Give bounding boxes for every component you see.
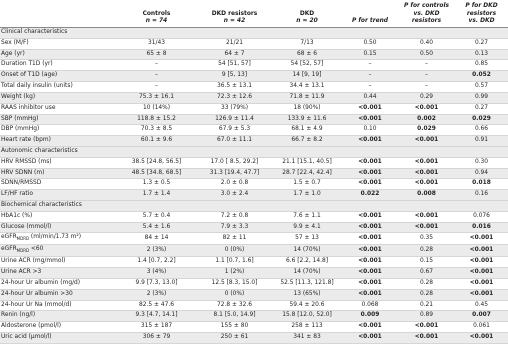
p-controls-vs-resistors: 0.50 [398,49,455,60]
row-label [0,136,116,147]
p-trend: 0.022 [342,190,398,201]
controls-value: 9.9 [7.3, 13.0] [116,279,197,290]
row-label-text: Heart rate (bpm) [1,137,51,144]
controls-value: 2 (3%) [116,245,197,257]
table-row [0,92,508,103]
row-label-text: HbA1c (%) [1,212,33,219]
p-resistors-vs-dkd: 0.016 [455,222,508,233]
p-resistors-vs-dkd: 0.99 [455,92,508,103]
p-controls-vs-resistors: 0.21 [398,300,455,311]
row-label-text: HRV SDNN (m) [1,169,45,176]
row-label-subscript: MDRD [16,236,30,242]
dkd-resistors-value: 126.9 ± 11.4 [197,114,272,125]
dkd-value: 68 ± 6 [272,49,342,60]
section-header-row [0,28,508,39]
table-row [0,222,508,233]
controls-value: 60.1 ± 9.6 [116,136,197,147]
dkd-resistors-value: 155 ± 80 [197,322,272,333]
controls-value: – [116,82,197,93]
table-row [0,333,508,344]
p-resistors-vs-dkd: 0.061 [455,322,508,333]
dkd-value: 14 [9, 19] [272,71,342,82]
table-row [0,60,508,71]
dkd-resistors-value: 21/21 [197,38,272,49]
table-row [0,300,508,311]
row-label-text: Urine ACR (mg/mmol) [1,258,66,265]
section-label: Autonomic characteristics [0,146,508,157]
p-controls-vs-resistors: <0.001 [398,103,455,114]
row-label [0,38,116,49]
table-body [0,28,508,344]
controls-value: 3 (4%) [116,268,197,279]
table-row [0,190,508,201]
p-controls-vs-resistors: 0.89 [398,311,455,322]
row-label-text: Weight (kg) [1,93,36,100]
row-label-text: SDNN/RMSSD [1,180,42,187]
row-label [0,114,116,125]
dkd-resistors-value: 36.5 ± 13.1 [197,82,272,93]
controls-value: 2 (3%) [116,289,197,300]
header-label-col [0,0,116,28]
table-row [0,82,508,93]
controls-value: 48.5 [34.8, 68.5] [116,168,197,179]
p-trend: 0.50 [342,38,398,49]
table-row [0,179,508,190]
p-resistors-vs-dkd: <0.001 [455,233,508,245]
dkd-resistors-value: 82 ± 11 [197,233,272,245]
section-header-row [0,201,508,212]
p-resistors-vs-dkd: 0.052 [455,71,508,82]
p-resistors-vs-dkd: 0.30 [455,157,508,168]
p-trend: <0.001 [342,211,398,222]
controls-value: 1.3 ± 0.5 [116,179,197,190]
p-controls-vs-resistors: <0.001 [398,222,455,233]
row-label-text: Aldosterone (pmol/l) [1,323,62,330]
p-resistors-vs-dkd: 0.007 [455,311,508,322]
row-label-text: Onset of T1D (age) [1,72,58,79]
row-label-text: LF/HF ratio [1,191,33,198]
p-controls-vs-resistors: – [398,82,455,93]
table-row [0,257,508,268]
row-label [0,289,116,300]
header-dkd-resistors: DKD resistors n = 42 [197,0,272,28]
dkd-resistors-value: 33 (79%) [197,103,272,114]
dkd-resistors-value: 67.9 ± 5.3 [197,125,272,136]
dkd-value: 66.7 ± 8.2 [272,136,342,147]
p-controls-vs-resistors: 0.15 [398,257,455,268]
row-label [0,311,116,322]
dkd-resistors-value: 2.0 ± 0.8 [197,179,272,190]
p-resistors-vs-dkd: 0.27 [455,38,508,49]
table-row [0,289,508,300]
row-label-text: Age (yr) [1,50,25,57]
p-trend: <0.001 [342,257,398,268]
row-label [0,168,116,179]
p-resistors-vs-dkd: <0.001 [455,257,508,268]
p-resistors-vs-dkd: 0.94 [455,168,508,179]
p-controls-vs-resistors: <0.001 [398,333,455,344]
row-label [0,190,116,201]
table-row [0,136,508,147]
row-label [0,300,116,311]
p-trend: 0.15 [342,49,398,60]
section-label: Biochemical characteristics [0,201,508,212]
p-controls-vs-resistors: – [398,71,455,82]
row-label-text: 24-hour Ur albumin >30 [1,290,73,297]
controls-value: 118.8 ± 15.2 [116,114,197,125]
dkd-value: 1.7 ± 1.0 [272,190,342,201]
table-row [0,322,508,333]
p-controls-vs-resistors: 0.002 [398,114,455,125]
p-resistors-vs-dkd: 0.85 [455,60,508,71]
row-label [0,245,116,257]
row-label-text: Urine ACR >3 [1,269,42,276]
p-resistors-vs-dkd: 0.57 [455,82,508,93]
dkd-resistors-value: 0 (0%) [197,289,272,300]
controls-value: 84 ± 14 [116,233,197,245]
p-trend: 0.009 [342,311,398,322]
dkd-resistors-value: 1 (2%) [197,268,272,279]
p-trend: <0.001 [342,136,398,147]
row-label-text: Sex (M/F) [1,39,29,46]
p-controls-vs-resistors: <0.001 [398,322,455,333]
row-label-text: HRV RMSSD (ms) [1,158,52,165]
p-resistors-vs-dkd: 0.27 [455,103,508,114]
p-trend: – [342,82,398,93]
p-resistors-vs-dkd: <0.001 [455,289,508,300]
dkd-value: 68.1 ± 4.9 [272,125,342,136]
p-controls-vs-resistors: 0.40 [398,38,455,49]
p-trend: <0.001 [342,279,398,290]
p-trend: <0.001 [342,222,398,233]
dkd-resistors-value: 0 (0%) [197,245,272,257]
row-label [0,92,116,103]
table-row [0,125,508,136]
p-trend: <0.001 [342,114,398,125]
dkd-value: 7/13 [272,38,342,49]
row-label [0,322,116,333]
dkd-resistors-value: 250 ± 61 [197,333,272,344]
row-label-text: eGFR [1,246,17,253]
p-controls-vs-resistors: <0.001 [398,211,455,222]
table-row [0,71,508,82]
dkd-value: 13 (65%) [272,289,342,300]
row-label-text: 24-hour Ur albumin (mg/d) [1,280,81,286]
dkd-resistors-value: 72.8 ± 32.6 [197,300,272,311]
p-resistors-vs-dkd: 0.16 [455,190,508,201]
p-controls-vs-resistors: 0.28 [398,289,455,300]
row-label [0,279,116,290]
dkd-value: 14 (70%) [272,268,342,279]
row-label [0,222,116,233]
dkd-resistors-value: 8.1 [5.0, 14.9] [197,311,272,322]
row-label [0,71,116,82]
dkd-value: 52.5 [11.3, 121.8] [272,279,342,290]
dkd-value: 1.5 ± 0.7 [272,179,342,190]
p-controls-vs-resistors: 0.35 [398,233,455,245]
dkd-resistors-value: 72.3 ± 12.6 [197,92,272,103]
p-trend: <0.001 [342,322,398,333]
header-p-resistors-vs-dkd: P for DKD resistors vs. DKD [455,0,508,28]
section-header-row [0,146,508,157]
p-trend: 0.068 [342,300,398,311]
dkd-resistors-value: 17.0 [ 8.5, 29.2] [197,157,272,168]
row-label [0,60,116,71]
row-label-text: RAAS inhibitor use [1,104,56,111]
dkd-value: 15.8 [12.0, 52.0] [272,311,342,322]
p-resistors-vs-dkd: <0.001 [455,333,508,344]
dkd-value: 71.8 ± 11.9 [272,92,342,103]
p-controls-vs-resistors: 0.008 [398,190,455,201]
p-trend: <0.001 [342,289,398,300]
dkd-value: 9.9 ± 4.1 [272,222,342,233]
p-controls-vs-resistors: <0.001 [398,136,455,147]
p-resistors-vs-dkd: 0.91 [455,136,508,147]
controls-value: 65 ± 8 [116,49,197,60]
row-label [0,82,116,93]
dkd-value: 6.6 [2.2, 14.8] [272,257,342,268]
p-resistors-vs-dkd: <0.001 [455,279,508,290]
dkd-value: 28.7 [22.4, 42.4] [272,168,342,179]
p-trend: 0.10 [342,125,398,136]
p-resistors-vs-dkd: 0.076 [455,211,508,222]
dkd-resistors-value: 1.1 [0.7, 1.6] [197,257,272,268]
controls-value: 1.4 [0.7, 2.2] [116,257,197,268]
row-label [0,268,116,279]
row-label-subscript: MDRD [16,248,30,254]
dkd-value: 34.4 ± 13.1 [272,82,342,93]
dkd-resistors-value: 9 [5, 13] [197,71,272,82]
controls-value: 31/43 [116,38,197,49]
controls-value: 9.3 [4.7, 14.1] [116,311,197,322]
row-label [0,125,116,136]
p-trend: – [342,71,398,82]
controls-value: 82.5 ± 47.6 [116,300,197,311]
p-trend: <0.001 [342,103,398,114]
dkd-value: 133.9 ± 11.6 [272,114,342,125]
row-label-text: 24-hour Ur Na (mmol/d) [1,301,72,308]
row-label-text: eGFR [1,234,17,241]
table-row [0,157,508,168]
dkd-value: 258 ± 113 [272,322,342,333]
dkd-resistors-value: 64 ± 7 [197,49,272,60]
row-label [0,179,116,190]
controls-value: 5.7 ± 0.4 [116,211,197,222]
p-controls-vs-resistors: 0.28 [398,245,455,257]
p-resistors-vs-dkd: 0.13 [455,49,508,60]
table-row [0,114,508,125]
p-controls-vs-resistors: 0.29 [398,92,455,103]
dkd-value: 14 (70%) [272,245,342,257]
dkd-value: 54 [52, 57] [272,60,342,71]
table-row [0,49,508,60]
row-label-text: DBP (mmHg) [1,126,40,133]
row-label-suffix: (ml/min/1.73 m²) [29,234,82,241]
p-trend: <0.001 [342,245,398,257]
dkd-resistors-value: 7.9 ± 3.3 [197,222,272,233]
controls-value: 1.7 ± 1.4 [116,190,197,201]
p-trend: <0.001 [342,168,398,179]
p-resistors-vs-dkd: 0.66 [455,125,508,136]
row-label [0,257,116,268]
dkd-value: 18 (90%) [272,103,342,114]
p-controls-vs-resistors: 0.28 [398,279,455,290]
table-row [0,168,508,179]
p-trend: <0.001 [342,268,398,279]
table-row [0,211,508,222]
table-row [0,268,508,279]
dkd-value: 341 ± 83 [272,333,342,344]
dkd-value: 59.4 ± 20.6 [272,300,342,311]
row-label-suffix: <60 [29,246,44,253]
p-trend: <0.001 [342,333,398,344]
table-row [0,311,508,322]
dkd-value: 57 ± 13 [272,233,342,245]
p-trend: <0.001 [342,157,398,168]
p-resistors-vs-dkd: <0.001 [455,268,508,279]
row-label-text: SBP (mmHg) [1,115,39,122]
header-dkd: DKD n = 20 [272,0,342,28]
controls-value: – [116,60,197,71]
dkd-resistors-value: 7.2 ± 0.8 [197,211,272,222]
p-trend: <0.001 [342,233,398,245]
table-row [0,38,508,49]
header-p-trend: P for trend [342,0,398,28]
row-label [0,233,116,245]
row-label [0,49,116,60]
p-trend: <0.001 [342,179,398,190]
header-p-controls-vs-resistors: P for controls vs. DKD resistors [398,0,455,28]
controls-value: 70.3 ± 8.5 [116,125,197,136]
p-controls-vs-resistors: <0.001 [398,157,455,168]
table-row [0,279,508,290]
row-label-text: Total daily insulin (units) [1,83,73,90]
dkd-resistors-value: 3.0 ± 2.4 [197,190,272,201]
row-label-text: Uric acid (μmol/l) [1,334,52,341]
p-controls-vs-resistors: 0.029 [398,125,455,136]
p-trend: – [342,60,398,71]
p-resistors-vs-dkd: 0.029 [455,114,508,125]
section-label: Clinical characteristics [0,28,508,39]
p-controls-vs-resistors: <0.001 [398,179,455,190]
row-label-text: Glucose (mmol/l) [1,223,52,230]
dkd-resistors-value: 31.3 [19.4, 47.7] [197,168,272,179]
header-row [0,0,508,28]
table-row [0,103,508,114]
controls-value: 315 ± 187 [116,322,197,333]
p-resistors-vs-dkd: 0.018 [455,179,508,190]
controls-value: 38.5 [24.8, 56.5] [116,157,197,168]
p-controls-vs-resistors: <0.001 [398,168,455,179]
row-label-text: Renin (ng/l) [1,312,36,319]
row-label [0,103,116,114]
dkd-value: 21.1 [15.1, 40.5] [272,157,342,168]
p-resistors-vs-dkd: 0.45 [455,300,508,311]
p-controls-vs-resistors: – [398,60,455,71]
header-controls: Controls n = 74 [116,0,197,28]
controls-value: – [116,71,197,82]
controls-value: 75.3 ± 16.1 [116,92,197,103]
row-label [0,333,116,344]
row-label-text: Duration T1D (yr) [1,61,53,68]
p-controls-vs-resistors: 0.67 [398,268,455,279]
table-row [0,245,508,257]
p-resistors-vs-dkd: <0.001 [455,245,508,257]
dkd-value: 7.6 ± 1.1 [272,211,342,222]
row-label [0,157,116,168]
row-label [0,211,116,222]
dkd-resistors-value: 67.0 ± 11.1 [197,136,272,147]
table-row [0,233,508,245]
dkd-resistors-value: 12.5 [8.3, 15.0] [197,279,272,290]
controls-value: 306 ± 79 [116,333,197,344]
dkd-resistors-value: 54 [51, 57] [197,60,272,71]
p-trend: 0.44 [342,92,398,103]
controls-value: 10 (14%) [116,103,197,114]
controls-value: 5.4 ± 1.6 [116,222,197,233]
